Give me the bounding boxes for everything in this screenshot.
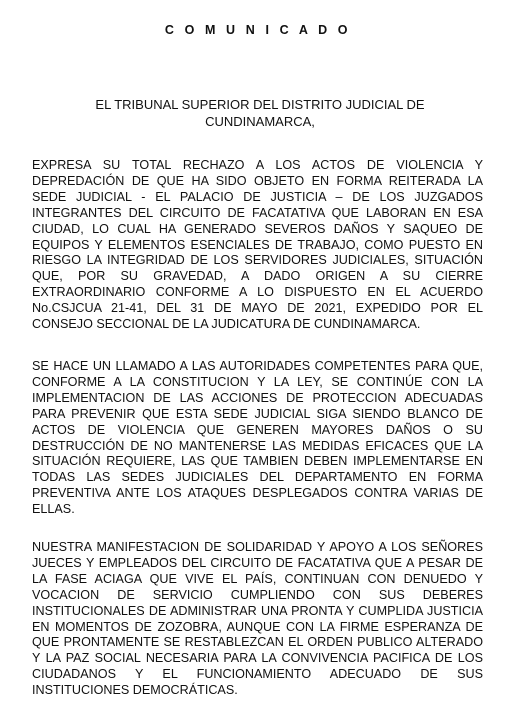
paragraph-solidaridad: NUESTRA MANIFESTACION DE SOLIDARIDAD Y APOYO A LOS SEÑORES JUECES Y EMPLEADOS DEL CIRCUITO DE FACATATIVA QUE A PESAR DE LA FASE ACIAGA QUE VIVE EL PAÍS, CONTINUAN CON DENUEDO Y VOCACION DE SERVICIO CUMPLIENDO CON SUS DEBERES INSTITUCIONALES DE ADMINISTRAR UNA PRONTA Y CUMPLIDA JUSTICIA EN MOMENTOS DE ZOZOBRA, AUNQUE CON LA FIRME ESPERANZA DE QUE PRONTAMENTE SE RESTABLEZCAN EL ORDEN PUBLICO ALTERADO Y LA PAZ SOCIAL NECESARIA PARA LA CONVIVENCIA PACIFICA DE LOS CIUDADANOS Y EL FUNCIONAMIENTO ADECUADO DE SUS INSTITUCIONES DEMOCRÁTICAS. <box>32 540 483 698</box>
document-title: C O M U N I C A D O <box>164 23 352 37</box>
paragraph-rechazo: EXPRESA SU TOTAL RECHAZO A LOS ACTOS DE VIOLENCIA Y DEPREDACIÓN DE QUE HA SIDO OBJETO EN FORMA REITERADA LA SEDE JUDICIAL - EL PALACIO DE JUSTICIA – DE LOS JUZGADOS INTEGRANTES DEL CIRCUITO DE FACATATIVA QUE LABORAN EN ESA CIUDAD, LO CUAL HA GENERADO SEVEROS DAÑOS Y SAQUEO DE EQUIPOS Y ELEMENTOS ESENCIALES DE TRABAJO, COMO PUESTO EN RIESGO LA INTEGRIDAD DE LOS SERVIDORES JUDICIALES, SITUACIÓN QUE, POR SU GRAVEDAD, A DADO ORIGEN A SU CIERRE EXTRAORDINARIO CONFORME A LO DISPUESTO EN EL ACUERDO No.CSJCUA 21-41, DEL 31 DE MAYO DE 2021, EXPEDIDO POR EL CONSEJO SECCIONAL DE LA JUDICATURA DE CUNDINAMARCA. <box>32 158 483 332</box>
document-heading: EL TRIBUNAL SUPERIOR DEL DISTRITO JUDICIAL DE CUNDINAMARCA, <box>95 97 425 129</box>
paragraph-llamado: SE HACE UN LLAMADO A LAS AUTORIDADES COMPETENTES PARA QUE, CONFORME A LA CONSTITUCION Y LA LEY, SE CONTINÚE CON LA IMPLEMENTACION DE LAS ACCIONES DE PROTECCION ADECUADAS PARA PREVENIR QUE ESTA SEDE JUDICIAL SIGA SIENDO BLANCO DE ACTOS DE VIOLENCIA QUE GENEREN MAYORES DAÑOS O SU DESTRUCCIÓN DE NO MANTENERSE LAS MEDIDAS EFICACES QUE LA SITUACIÓN REQUIERE, LAS QUE TAMBIEN DEBEN IMPLEMENTARSE EN TODAS LAS SEDES JUDICIALES DEL DEPARTAMENTO EN FORMA PREVENTIVA ANTE LOS ATAQUES DESPLEGADOS CONTRA VARIAS DE ELLAS. <box>32 359 483 517</box>
